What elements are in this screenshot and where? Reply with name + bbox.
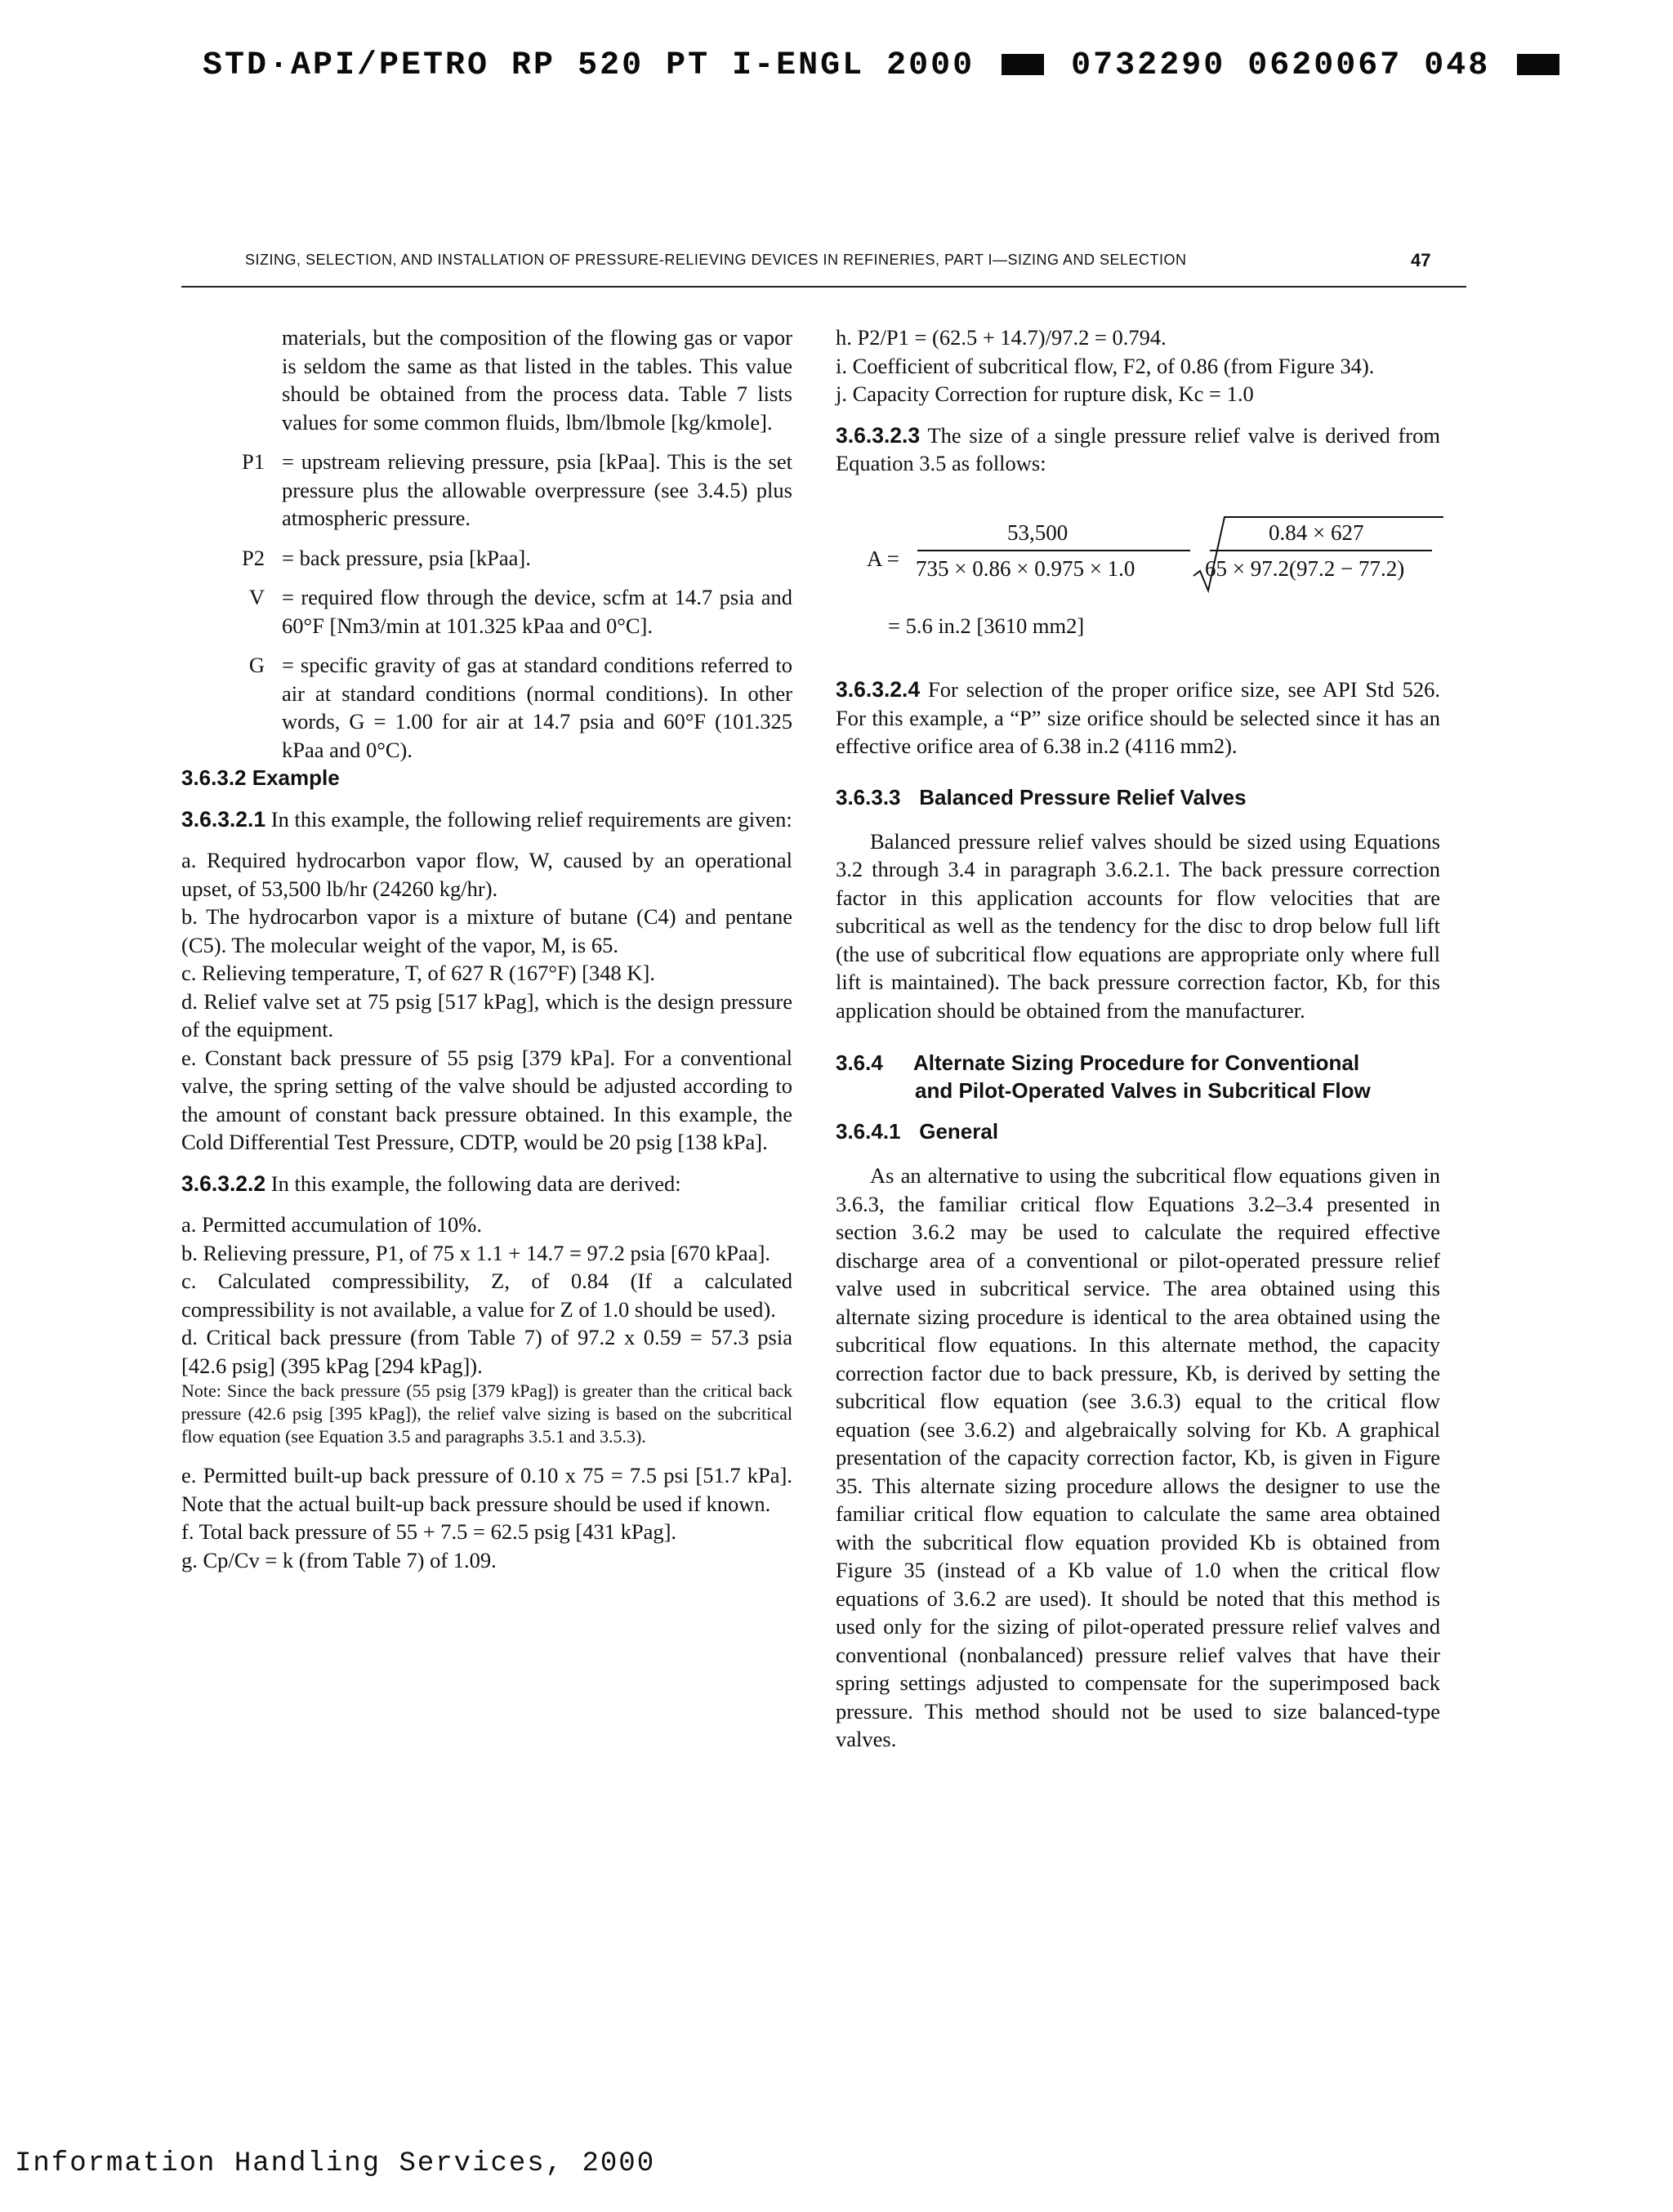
radicand-denominator: 65 × 97.2(97.2 − 77.2) (1205, 555, 1405, 581)
list-item: g. Cp/Cv = k (from Table 7) of 1.09. (181, 1547, 497, 1572)
heading-number: 3.6.4 (836, 1050, 883, 1075)
list-item: e. Constant back pressure of 55 psig [379 kPa]. For a conventional valve, the spring setting of the valve should be adjusted according to the amount of constant back pressure obtained. In this example, the Cold Differential Test Pressure, CDTP, would be 20 psig [138 kPa]. (181, 1045, 792, 1154)
barcode-block (1517, 54, 1559, 75)
note: Note: Since the back pressure (55 psig [379 kPag]) is greater than the critical back pressure (42.6 psig [395 kPag]), the relief valve sizing is based on the subcritical flow equation (see Equation 3.5 and paragraphs 3.5.1 and 3.5.3). (181, 1380, 792, 1447)
definition-text: = back pressure, psia [kPaa]. (282, 545, 531, 570)
definition-text: = specific gravity of gas at standard conditions referred to air at standard conditions (normal conditions). In other words, G = 1.00 for air at 14.7 psia and 60°F (101.325 kPaa and 0°C). (282, 653, 792, 762)
list-item: j. Capacity Correction for rupture disk, Kc = 1.0 (836, 381, 1254, 406)
list-item: i. Coefficient of subcritical flow, F2, of 0.86 (from Figure 34). (836, 353, 1375, 378)
list-item: d. Relief valve set at 75 psig [517 kPag], which is the design pressure of the equipment. (181, 988, 792, 1041)
section-heading-example: 3.6.3.2 Example (181, 765, 340, 790)
doc-id-left: STD·API/PETRO RP 520 PT I-ENGL 2000 (203, 47, 975, 84)
paragraph-3-6-3-2-2 (181, 1170, 792, 1198)
paragraph-number: 3.6.3.2.3 (836, 422, 921, 448)
paragraph-number: 3.6.3.2.4 (836, 677, 921, 702)
list-item: b. The hydrocarbon vapor is a mixture of butane (C4) and pentane (C5). The molecular weight of the vapor, M, is 65. (181, 904, 792, 957)
radicand-numerator: 0.84 × 627 (1269, 520, 1364, 545)
list-item: b. Relieving pressure, P1, of 75 x 1.1 + 14.7 = 97.2 psia [670 kPaa]. (181, 1240, 771, 1265)
equation-lhs: A = (867, 546, 899, 571)
sizing-equation (836, 512, 1440, 594)
left-column (181, 323, 792, 1574)
footer-source: Information Handling Services, 2000 (15, 2148, 656, 2179)
equation-denominator: 735 × 0.86 × 0.975 × 1.0 (916, 555, 1135, 581)
definition-p1 (181, 448, 792, 533)
symbol: P2 (242, 545, 265, 570)
definition-text: = upstream relieving pressure, psia [kPaa]. This is the set pressure plus the allowable overpressure (see 3.4.5) plus atmospheric pressure. (282, 449, 792, 530)
paragraph-3-6-3-2-3 (836, 421, 1440, 478)
paragraph-text: The size of a single pressure relief valve is derived from Equation 3.5 as follows: (836, 422, 1440, 475)
list-item: d. Critical back pressure (from Table 7) of 97.2 x 0.59 = 57.3 psia [42.6 psig] (395 kPag [294 kPag]). (181, 1325, 792, 1378)
barcode-block (1002, 54, 1044, 75)
section-heading-3-6-3-3 (836, 783, 1440, 811)
list-item: e. Permitted built-up back pressure of 0.10 x 75 = 7.5 psi [51.7 kPa]. Note that the actual built-up back pressure should be used if known. (181, 1463, 792, 1516)
paragraph-balanced: Balanced pressure relief valves should be sized using Equations 3.2 through 3.4 in paragraph 3.6.2.1. The back pressure correction factor in this application accounts for flow velocities that are subcritical as well as the tendency for the disc to drop below full lift (the use of subcritical flow equations are appropriate only where full lift is maintained). The back pressure correction factor, Kb, for this application should be obtained from the manufacturer. (836, 828, 1440, 1023)
paragraph-number: 3.6.3.2.1 (181, 806, 266, 832)
paragraph-3-6-3-2-4 (836, 676, 1440, 760)
definition-v (181, 583, 792, 640)
paragraph-3-6-3-2-1 (181, 805, 792, 834)
symbol: G (248, 653, 265, 677)
derived-list (181, 1211, 792, 1380)
section-heading-3-6-4 (836, 1049, 1440, 1104)
heading-title: General (919, 1119, 999, 1144)
paragraph-text: For selection of the proper orifice size, see API Std 526. For this example, a “P” size orifice should be selected since it has an effective orifice area of 6.38 in.2 (4116 mm2). (836, 677, 1441, 758)
symbol: V (248, 585, 265, 609)
heading-number: 3.6.4.1 (836, 1119, 901, 1144)
paragraph-number: 3.6.3.2.2 (181, 1171, 266, 1196)
derived-list-continued (181, 1461, 792, 1574)
paragraph-text: In this example, the following relief requirements are given: (270, 806, 792, 832)
heading-title: Balanced Pressure Relief Valves (919, 784, 1247, 809)
definition-p2 (181, 544, 792, 573)
paragraph-general: As an alternative to using the subcritical flow equations given in 3.6.3, the familiar critical flow Equations 3.2–3.4 presented in section 3.6.2 may be used to calculate the required effective discharge area of a conventional or pilot-operated pressure relief valve used in subcritical service. The area obtained using this alternate sizing procedure is identical to the area obtained using the subcritical flow equations. In this alternate method, the capacity correction factor due to back pressure, Kb, is derived by setting the subcritical flow equation (see 3.6.3) equal to the critical flow equation (see 3.6.2) and algebraically solving for Kb. A graphical presentation of the capacity correction factor, Kb, is given in Figure 35. This alternate sizing procedure allows the designer to use the familiar critical flow equation to calculate the same area obtained with the subcritical flow equation provided Kb is obtained from Figure 35 (instead of a Kb value of 1.0 when the critical flow equations of 3.6.2 are used). It should be noted that this method is used only for the sizing of pilot-operated pressure relief valves and conventional (nonbalanced) pressure relief valves that have their spring settings adjusted to compensate for the superimposed back pressure. This method should not be used to size balanced-type valves. (836, 1163, 1440, 1751)
given-list (181, 846, 792, 1157)
running-head: SIZING, SELECTION, AND INSTALLATION OF PRESSURE-RELIEVING DEVICES IN REFINERIES, PART I—SIZING AND SELECTION (245, 252, 1187, 268)
heading-number: 3.6.3.3 (836, 784, 901, 809)
list-item: a. Permitted accumulation of 10%. (181, 1212, 482, 1237)
header-rule (181, 286, 1466, 288)
list-item: a. Required hydrocarbon vapor flow, W, caused by an operational upset, of 53,500 lb/hr (24260 kg/hr). (181, 848, 792, 901)
paragraph-text: In this example, the following data are derived: (270, 1171, 681, 1196)
doc-id-right: 0732290 0620067 048 (1071, 47, 1491, 84)
list-item: c. Calculated compressibility, Z, of 0.84 (If a calculated compressibility is not available, a value for Z of 1.0 should be used). (181, 1269, 792, 1322)
definition-g (181, 651, 792, 764)
intro-paragraph: materials, but the composition of the flowing gas or vapor is seldom the same as that listed in the tables. This value should be obtained from the process data. Table 7 lists values for some common fluids, lbm/lbmole [kg/kmole]. (282, 325, 792, 435)
symbol: P1 (242, 449, 265, 474)
heading-title-line1: Alternate Sizing Procedure for Conventional (913, 1050, 1360, 1075)
equation-result: = 5.6 in.2 [3610 mm2] (888, 613, 1085, 638)
fraction-bar (1210, 550, 1432, 551)
page-number: 47 (1411, 250, 1431, 270)
list-item: h. P2/P1 = (62.5 + 14.7)/97.2 = 0.794. (836, 325, 1167, 350)
list-item: f. Total back pressure of 55 + 7.5 = 62.5 psig [431 kPag]. (181, 1519, 677, 1544)
document-id-header (203, 47, 1564, 84)
list-item: c. Relieving temperature, T, of 627 R (167°F) [348 K]. (181, 961, 655, 985)
equation-numerator: 53,500 (1007, 520, 1068, 545)
heading-title-line2: and Pilot-Operated Valves in Subcritical Flow (915, 1078, 1371, 1103)
right-column (836, 323, 1440, 1754)
section-heading-3-6-4-1 (836, 1117, 1440, 1145)
fraction-bar (917, 550, 1190, 551)
definition-text: = required flow through the device, scfm at 14.7 psia and 60°F [Nm3/min at 101.325 kPaa and 0°C]. (282, 585, 792, 638)
